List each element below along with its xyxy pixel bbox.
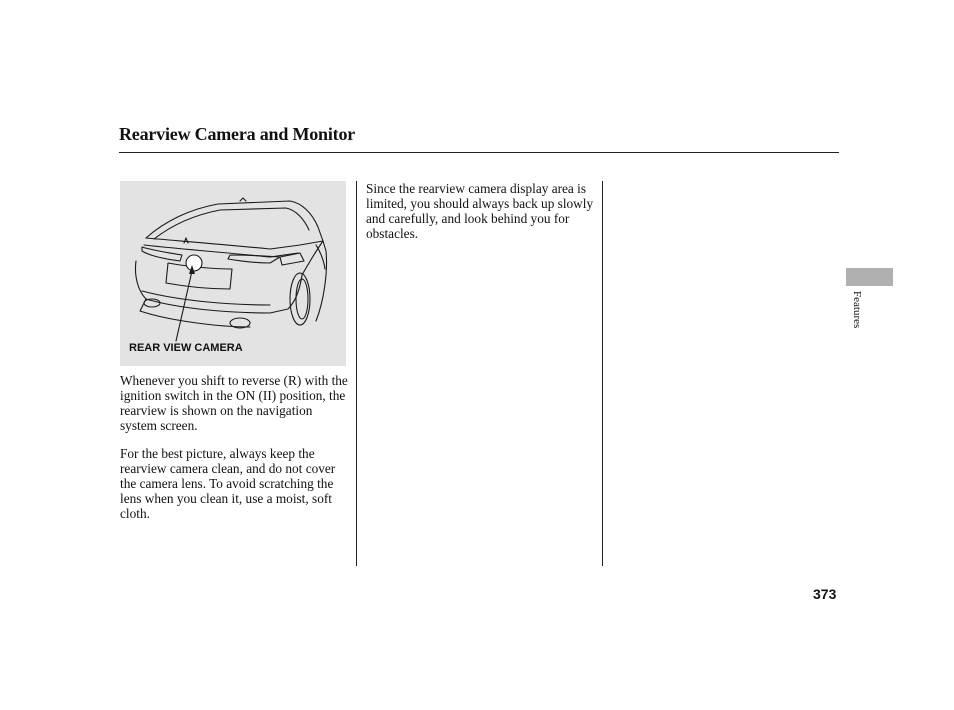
- paragraph-display-area: Since the rearview camera display area is limited, you should always back up slowly and carefully, and look behind you for obstacles.: [366, 181, 594, 241]
- paragraph-clean-camera: For the best picture, always keep the rearview camera clean, and do not cover the camera lens. To avoid scratching the lens when you clean it, use a moist, soft cloth.: [120, 446, 336, 521]
- car-drawing: [120, 181, 346, 366]
- page-title: Rearview Camera and Monitor: [119, 124, 356, 144]
- car-rear-illustration: [120, 181, 346, 366]
- section-label: Features: [851, 291, 863, 329]
- column-divider: [602, 181, 603, 566]
- column-divider: [356, 181, 357, 566]
- section-tab: [846, 268, 893, 286]
- paragraph-reverse: Whenever you shift to reverse (R) with the ignition switch in the ON (II) position, the rearview is shown on the navigation system screen.: [120, 373, 348, 433]
- figure-caption: REAR VIEW CAMERA: [129, 342, 243, 354]
- page-number: 373: [813, 586, 837, 602]
- title-rule: [119, 152, 839, 153]
